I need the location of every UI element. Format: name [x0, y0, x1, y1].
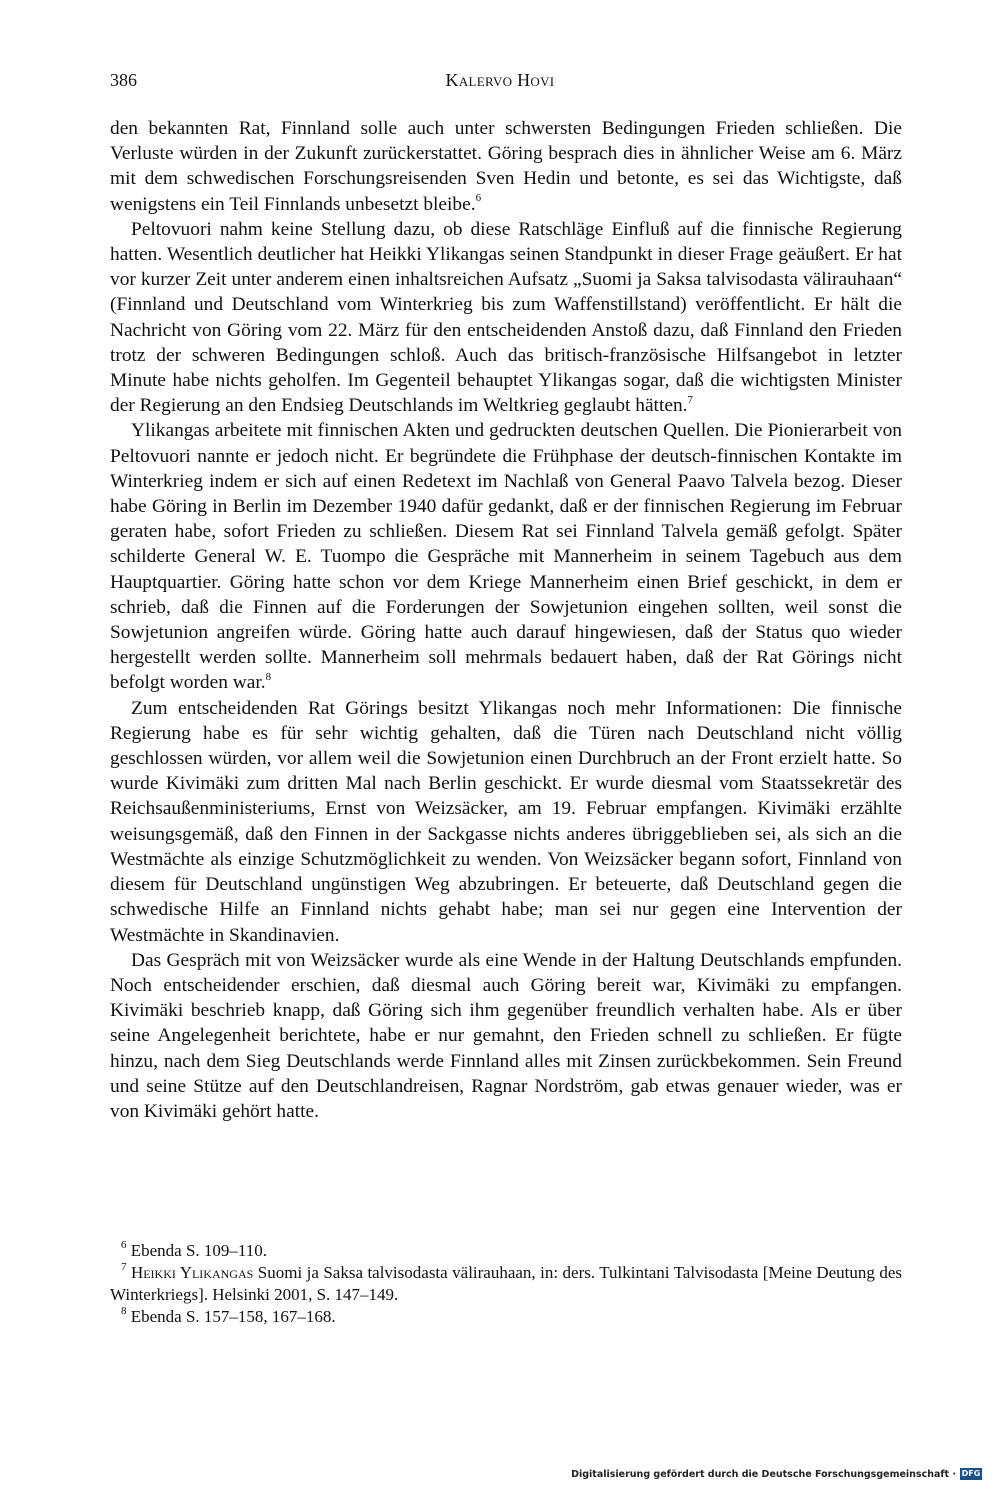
digitization-credit: [571, 1467, 982, 1481]
page-number: 386: [110, 70, 137, 90]
footnote-number: 6: [121, 1239, 127, 1252]
footnote-marker: 7: [687, 393, 693, 406]
footnote: $^7$ Heikki Ylikangas Suomi ja Saksa talvisodasta välirauhaan, in: ders. Tulkintani Talvisodasta [Meine Deutung des Winterkriegs]. Helsinki 2001, S. 147–149.: [110, 1261, 902, 1304]
footnote: $^6$ Ebenda S. 109–110.: [121, 1239, 268, 1260]
page-header: [110, 70, 890, 96]
footnote-marker: 6: [475, 192, 482, 205]
paragraph: Das Gespräch mit von Weizsäcker wurde als eine Wende in der Haltung Deutschlands empfunden. Noch entscheidender erschien, daß diesmal auch Göring bereit war, Kivimäki zu empfangen. Kivimäki beschrieb knapp, daß Göring sich ihm gegenüber freundlich verhalten habe. Als er über seine Angelegenheit berichtete, habe er nur gemahnt, den Frieden schnell zu schließen. Er fügte hinzu, nach dem Sieg Deutschlands werde Finnland alles mit Zinsen zurückbekommen. Sein Freund und seine Stütze auf den Deutschlandreisen, Ragnar Nordström, gab etwas genauer wieder, was er von Kivimäki gehört hatte.: [110, 949, 902, 1122]
paragraph: Ylikangas arbeitete mit finnischen Akten und gedruckten deutschen Quellen. Die Pionierarbeit von Peltovuori nannte er jedoch nicht. Er begründete die Frühphase der deutsch-finnischen Kontakte im Winterkrieg indem er sich auf einen Redetext im Nachlaß von General Paavo Talvela bezog. Dieser habe Göring in Berlin im Dezember 1940 dafür gedankt, daß er der finnischen Regierung im Februar geraten habe, sofort Frieden zu schließen. Diesem Rat sei Finnland Talvela gemäß gefolgt. Später schilderte General W. E. Tuompo die Gespräche mit Mannerheim in seinem Tagebuch aus dem Hauptquartier. Göring hatte schon vor dem Kriege Mannerheim einen Brief geschickt, in dem er schrieb, daß die Finnen auf die Forderungen der Sowjetunion eingehen sollten, weil sonst die Sowjetunion angreifen würde. Göring hatte auch darauf hingewiesen, daß der Status quo wieder hergestellt werden sollte. Mannerheim soll mehrmals bedauert haben, daß der Rat Görings nicht befolgt worden war.$^8$: [110, 420, 902, 694]
main-text: [110, 116, 902, 1124]
credit-text: Digitalisierung gefördert durch die Deutsche Forschungsgemeinschaft ·: [571, 1468, 956, 1480]
running-title: Kalervo Hovi: [445, 70, 555, 90]
footnote-author: Heikki Ylikangas: [130, 1263, 254, 1282]
paragraph: Peltovuori nahm keine Stellung dazu, ob diese Ratschläge Einfluß auf die finnische Regierung hatten. Wesentlich deutlicher hat Heikki Ylikangas seinen Standpunkt in dieser Frage geäußert. Er hat vor kurzer Zeit unter anderem einen inhaltsreichen Aufsatz „Suomi ja Saksa talvisodasta välirauhaan“ (Finnland und Deutschland vom Winterkrieg bis zum Waffenstillstand) veröffentlicht. Er hält die Nachricht von Göring vom 22. März für den entscheidenden Anstoß dazu, daß Finnland den Frieden trotz der schweren Bedingungen schloß. Auch das britisch-französische Hilfsangebot in letzter Minute habe nichts geholfen. Im Gegenteil behauptet Ylikangas sogar, daß die wichtigsten Minister der Regierung an den Endsieg Deutschlands im Weltkrieg geglaubt hätten.$^7$: [110, 218, 902, 417]
footnote: $^8$ Ebenda S. 157–158, 167–168.: [121, 1305, 336, 1326]
footnote-number: 8: [121, 1305, 127, 1318]
dfg-logo-icon: DFG: [961, 1469, 981, 1478]
paragraph: Zum entscheidenden Rat Görings besitzt Ylikangas noch mehr Informationen: Die finnische Regierung habe es für sehr wichtig gehalten, daß die Türen nach Deutschland nicht völlig geschlossen würden, vor allem weil die Sowjetunion einen Durchbruch an der Front erzielt hatte. So wurde Kivimäki zum dritten Mal nach Berlin geschickt. Er wurde diesmal vom Staatssekretär des Reichsaußenministeriums, Ernst von Weizsäcker, am 19. Februar empfangen. Kivimäki erzählte weisungsgemäß, daß den Finnen in der Sackgasse nichts anderes übriggeblieben sei, als sich an die Westmächte als einzige Schutzmöglichkeit zu wenden. Von Weizsäcker begann sofort, Finnland von diesem für Deutschland ungünstigen Weg abzubringen. Er beteuerte, daß Deutschland gegen die schwedische Hilfe an Finnland nichts gehabt habe; man sei nur gegen eine Intervention der Westmächte in Skandinavien.: [110, 697, 902, 946]
paragraph: den bekannten Rat, Finnland solle auch unter schwersten Bedingungen Frieden schließen. Die Verluste würden in der Zukunft zurückerstattet. Göring besprach dies in ähnlicher Weise am 6. März mit dem schwedischen Forschungsreisenden Sven Hedin und betonte, es sei das Wichtigste, daß wenigstens ein Teil Finnlands unbesetzt bleibe.$^6$: [110, 118, 902, 215]
footnote-number: 7: [121, 1261, 127, 1274]
footnotes: [110, 1240, 902, 1328]
footnote-marker: 8: [265, 671, 272, 683]
